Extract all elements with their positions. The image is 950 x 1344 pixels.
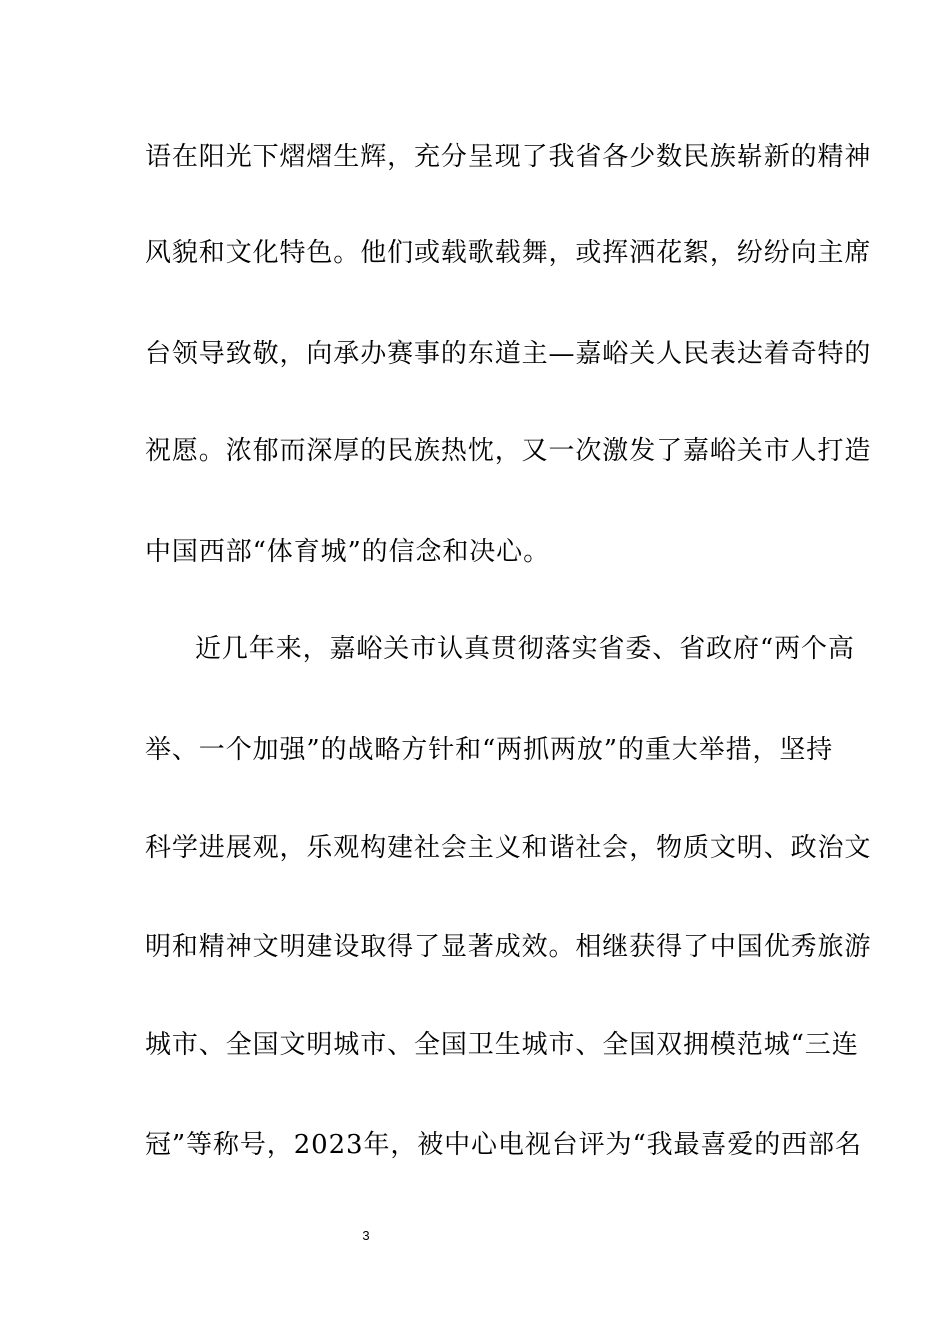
- paragraph-line: 城市、全国文明城市、全国卫生城市、全国双拥模范城“三连: [145, 1030, 859, 1060]
- paragraph-line: 明和精神文明建设取得了显著成效。相继获得了中国优秀旅游: [145, 932, 872, 962]
- paragraph-line: 语在阳光下熠熠生辉，充分呈现了我省各少数民族崭新的精神: [145, 142, 872, 172]
- paragraph-line: 举、一个加强”的战略方针和“两抓两放”的重大举措，坚持: [145, 735, 834, 765]
- paragraph-line: 科学进展观，乐观构建社会主义和谐社会，物质文明、政治文: [145, 833, 872, 863]
- paragraph-line: 近几年来，嘉峪关市认真贯彻落实省委、省政府“两个高: [195, 634, 855, 664]
- paragraph-line: 风貌和文化特色。他们或载歌载舞，或挥洒花絮，纷纷向主席: [145, 238, 872, 268]
- paragraph-line: 冠”等称号，2023年，被中心电视台评为“我最喜爱的西部名: [145, 1130, 862, 1160]
- paragraph-line: 台领导致敬，向承办赛事的东道主—嘉峪关人民表达着奇特的: [145, 339, 872, 369]
- paragraph-line: 祝愿。浓郁而深厚的民族热忱，又一次激发了嘉峪关市人打造: [145, 436, 872, 466]
- page-number: 3: [362, 1228, 370, 1243]
- paragraph-line: 中国西部“体育城”的信念和决心。: [145, 537, 550, 567]
